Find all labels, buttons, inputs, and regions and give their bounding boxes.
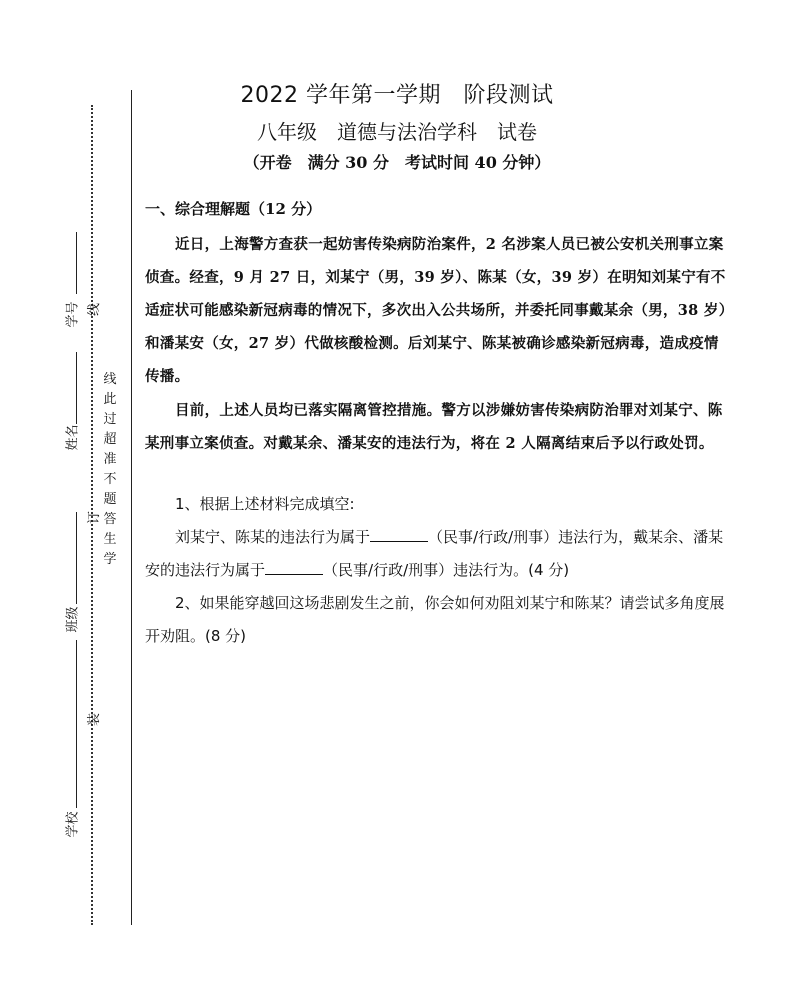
notice-char: 生 [103, 532, 117, 547]
notice-char: 线 [103, 372, 117, 387]
exam-info: （开卷 满分 30 分 考试时间 40 分钟） [243, 153, 551, 172]
notice-char: 题 [103, 492, 117, 507]
q1-part-a: 刘某宁、陈某的违法行为属于 [175, 528, 371, 546]
school-label: 学校 [65, 811, 81, 838]
student-id-blank[interactable] [76, 232, 77, 294]
exam-subtitle: 八年级 道德与法治学科 试卷 [257, 120, 537, 144]
notice-char: 不 [103, 472, 117, 487]
zhuang-char: 装 [87, 712, 103, 727]
q1-part-b: （民事/行政/刑事）违法行为，戴某余、潘某安的违法行为属于 [145, 528, 724, 579]
q1-blank-2[interactable] [265, 560, 323, 575]
section-heading: 一、综合理解题（12 分） [145, 200, 322, 218]
name-label: 姓名 [65, 424, 81, 451]
name-blank[interactable] [76, 352, 77, 424]
class-blank[interactable] [76, 512, 77, 604]
notice-char: 准 [103, 452, 117, 467]
q1-part-c: （民事/行政/刑事）违法行为。(4 分) [323, 561, 570, 579]
question-2: 2、如果能穿越回这场悲剧发生之前，你会如何劝阻刘某宁和陈某？请尝试多角度展开劝阻。(8 分) [145, 594, 725, 645]
material-paragraph-1: 近日，上海警方查获一起妨害传染病防治案件，2 名涉案人员已被公安机关刑事立案侦查。经查，9 月 27 日，刘某宁（男，39 岁）、陈某（女，39 岁）在明知刘某宁有不适症状可能感染新冠病毒的情况下，多次出入公共场所，并委托同事戴某余（男，38 岁）和潘某安（女，27 岁）代做核酸检测。后刘某宁、陈某被确诊感染新冠病毒，造成疫情传播。 [145, 236, 727, 385]
question-1-prompt: 1、根据上述材料完成填空: [175, 495, 355, 513]
student-id-label: 学号 [65, 301, 81, 328]
margin-solid-line [131, 90, 132, 925]
school-blank[interactable] [76, 640, 77, 808]
notice-char: 答 [103, 512, 117, 527]
notice-char: 学 [103, 552, 117, 567]
notice-char: 过 [103, 412, 117, 427]
question-1-fill [145, 521, 735, 587]
margin-notice [102, 370, 118, 570]
q1-blank-1[interactable] [370, 527, 428, 542]
class-label: 班级 [65, 606, 81, 633]
material-paragraph-2: 目前，上述人员均已落实隔离管控措施。警方以涉嫌妨害传染病防治罪对刘某宁、陈某刑事立案侦查。对戴某余、潘某安的违法行为，将在 2 人隔离结束后予以行政处罚。 [145, 402, 723, 452]
notice-char: 超 [103, 432, 117, 447]
exam-title: 2022 学年第一学期 阶段测试 [240, 83, 554, 108]
ding-char: 订 [87, 510, 103, 525]
line-char-top: 线 [87, 302, 103, 317]
notice-char: 此 [103, 392, 117, 407]
